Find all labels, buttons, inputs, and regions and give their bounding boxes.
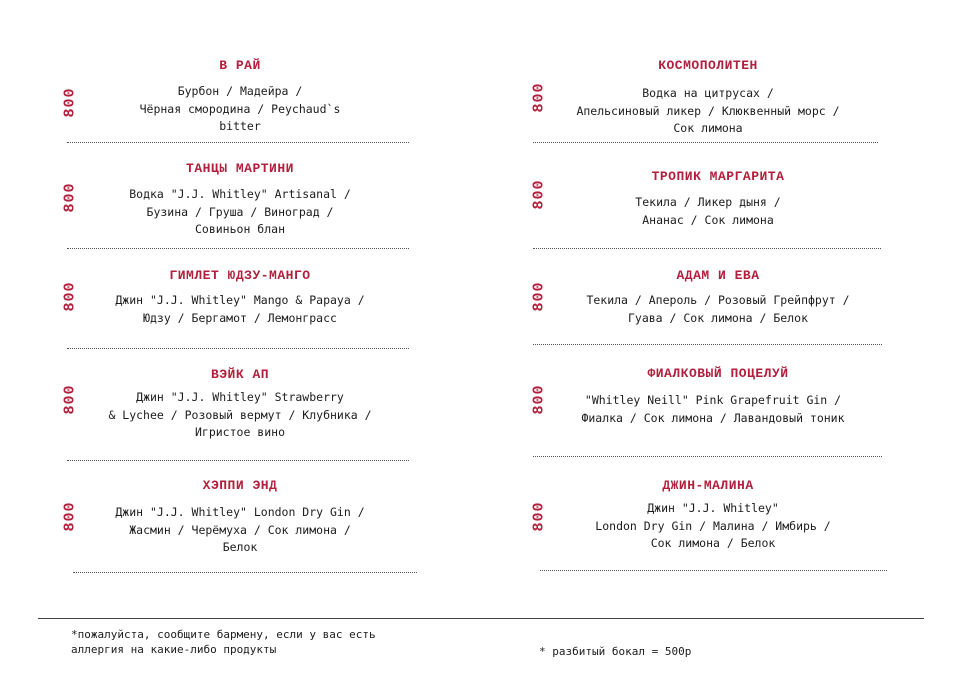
cocktail-title: ДЖИН-МАЛИНА <box>662 478 754 493</box>
cocktail-ingredients: Бурбон / Мадейра / Чёрная смородина / Peychaud`s bitter <box>139 84 341 133</box>
separator <box>533 248 881 249</box>
cocktail-title: КОСМОПОЛИТЕН <box>658 58 758 73</box>
separator <box>67 348 409 349</box>
separator <box>73 572 417 573</box>
allergy-note: *пожалуйста, сообщите бармену, если у вас есть аллергия на какие-либо продукты <box>71 628 376 656</box>
separator <box>533 142 878 143</box>
price: 800 <box>61 87 79 118</box>
cocktail-title: ГИМЛЕТ ЮДЗУ-МАНГО <box>169 268 311 283</box>
footer-divider <box>38 618 924 619</box>
price: 800 <box>61 281 79 312</box>
cocktail-title: ХЭППИ ЭНД <box>202 478 278 493</box>
cocktail-title: ТАНЦЫ МАРТИНИ <box>186 161 294 176</box>
price: 800 <box>61 384 79 415</box>
cocktail-title: В РАЙ <box>219 58 261 73</box>
cocktail-ingredients: Джин "J.J. Whitley" London Dry Gin / Жасмин / Черёмуха / Сок лимона / Белок <box>115 505 365 554</box>
cocktail-ingredients: Водка на цитрусах / Апельсиновый ликер / Клюквенный морс / Сок лимона <box>576 86 840 135</box>
separator <box>67 142 409 143</box>
cocktail-ingredients: Водка "J.J. Whitley" Artisanal / Бузина / Груша / Виноград / Совиньон блан <box>129 187 351 236</box>
cocktail-title: ВЭЙК АП <box>210 367 270 382</box>
cocktail-ingredients: Джин "J.J. Whitley" Strawberry & Lychee / Розовый вермут / Клубника / Игристое вино <box>108 390 372 439</box>
cocktail-title: ФИАЛКОВЫЙ ПОЦЕЛУЙ <box>647 366 789 381</box>
separator <box>67 248 409 249</box>
cocktail-ingredients: Джин "J.J. Whitley" Mango & Papaya / Юдзу / Бергамот / Лемонграсс <box>115 293 365 325</box>
separator <box>533 344 882 345</box>
price: 800 <box>61 501 79 532</box>
price: 800 <box>530 384 548 415</box>
price: 800 <box>61 182 79 213</box>
price: 800 <box>530 179 548 210</box>
cocktail-ingredients: Текила / Апероль / Розовый Грейпфрут / Гуава / Сок лимона / Белок <box>586 293 850 325</box>
cocktail-title: ТРОПИК МАРГАРИТА <box>651 169 785 184</box>
cocktail-ingredients: Джин "J.J. Whitley" London Dry Gin / Малина / Имбирь / Сок лимона / Белок <box>595 501 831 550</box>
cocktail-ingredients: "Whitley Neill" Pink Grapefruit Gin / Фиалка / Сок лимона / Лавандовый тоник <box>581 393 845 425</box>
price: 800 <box>530 281 548 312</box>
separator <box>540 570 887 571</box>
price: 800 <box>530 501 548 532</box>
separator <box>67 460 409 461</box>
price: 800 <box>530 82 548 113</box>
cocktail-ingredients: Текила / Ликер дыня / Ананас / Сок лимона <box>635 195 781 227</box>
separator <box>533 456 882 457</box>
broken-glass-note: * разбитый бокал = 500р <box>539 645 692 658</box>
cocktail-title: АДАМ И ЕВА <box>676 268 760 283</box>
